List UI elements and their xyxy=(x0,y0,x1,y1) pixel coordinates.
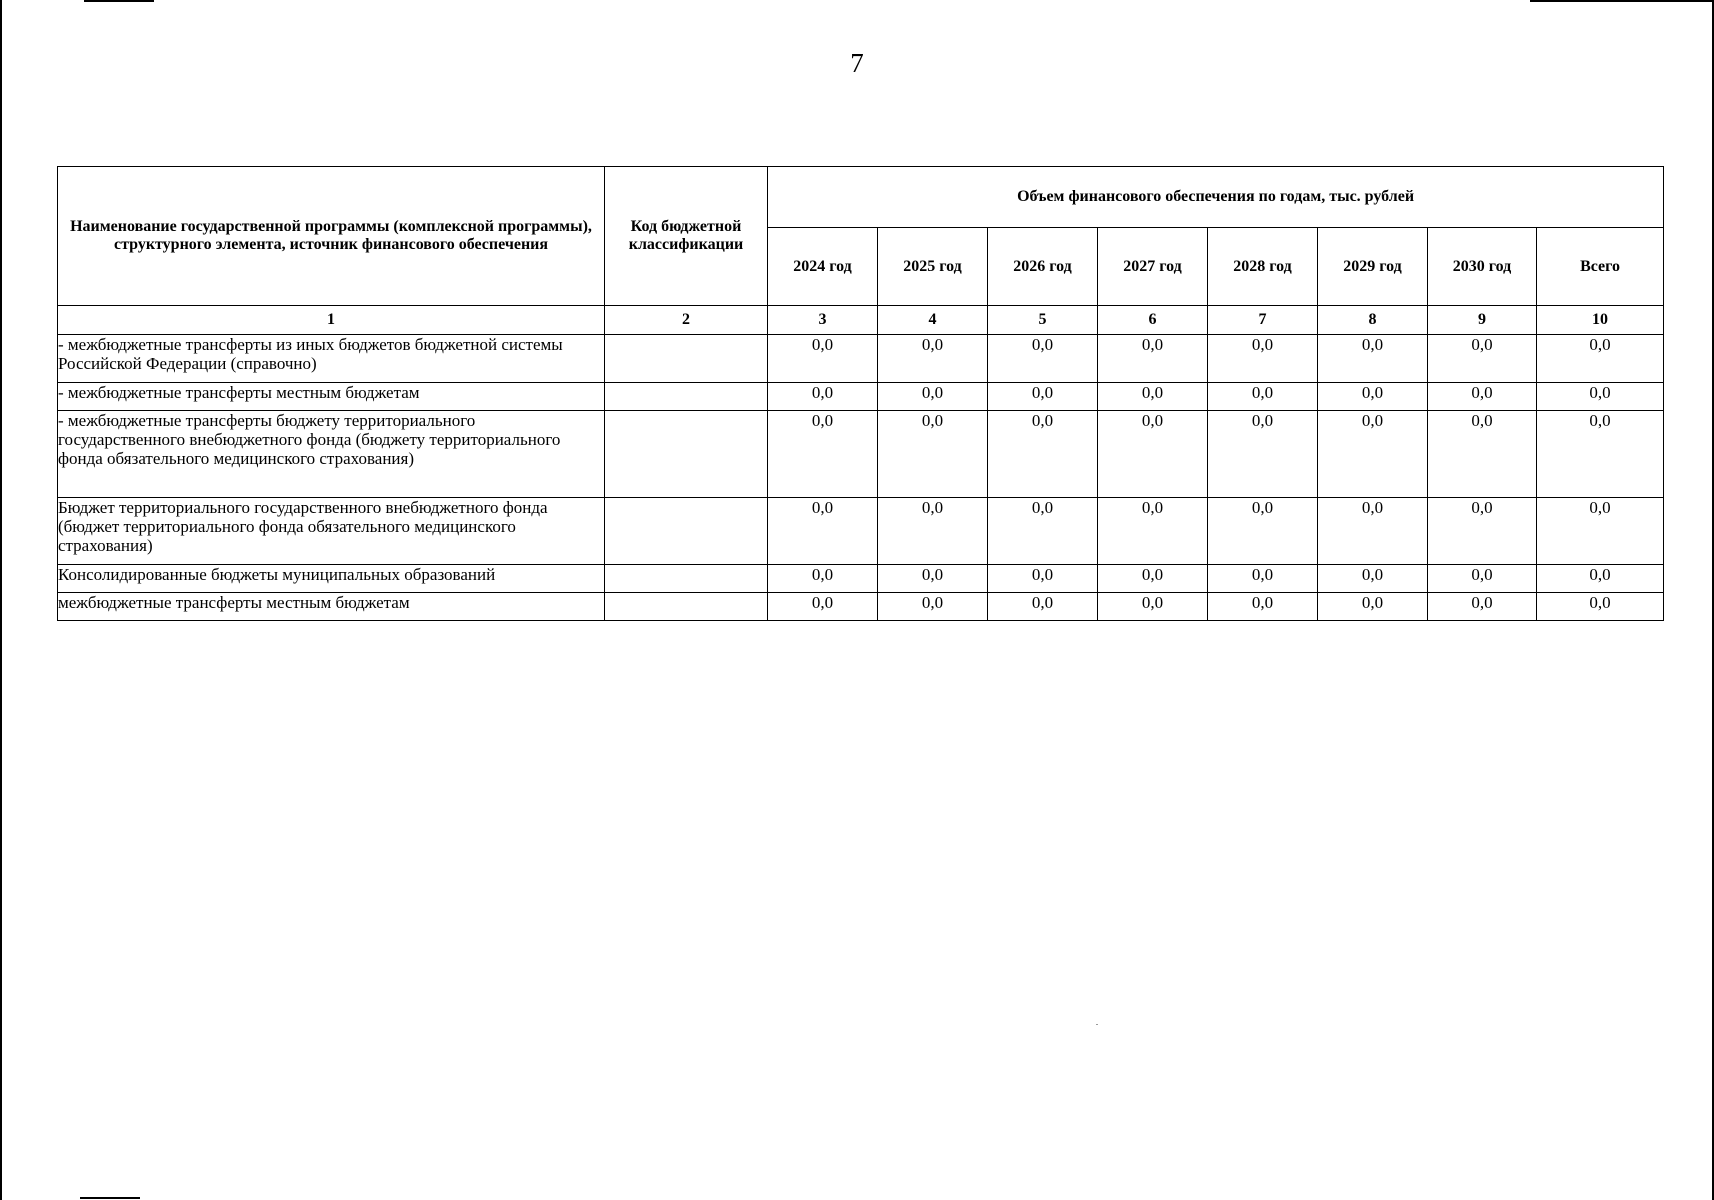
table-row xyxy=(58,498,1664,565)
scan-edge-bottom xyxy=(80,1197,140,1199)
value-cell: 0,0 xyxy=(768,498,878,565)
row-name: - межбюджетные трансферты местным бюджетам xyxy=(58,383,605,411)
value-cell: 0,0 xyxy=(878,383,988,411)
scan-edge-left xyxy=(0,0,2,1200)
header-year-2030: 2030 год xyxy=(1428,228,1537,306)
value-cell: 0,0 xyxy=(878,593,988,621)
scan-edge-top-left xyxy=(84,0,154,2)
value-cell: 0,0 xyxy=(1318,335,1428,383)
column-number: 7 xyxy=(1208,306,1318,335)
value-cell: 0,0 xyxy=(1428,498,1537,565)
row-code xyxy=(605,565,768,593)
value-cell: 0,0 xyxy=(1098,335,1208,383)
value-cell: 0,0 xyxy=(1208,411,1318,498)
value-cell: 0,0 xyxy=(768,565,878,593)
column-number: 6 xyxy=(1098,306,1208,335)
header-year-2026: 2026 год xyxy=(988,228,1098,306)
value-cell: 0,0 xyxy=(1318,411,1428,498)
value-cell: 0,0 xyxy=(1208,383,1318,411)
value-cell: 0,0 xyxy=(1537,565,1664,593)
table-row xyxy=(58,565,1664,593)
value-cell: 0,0 xyxy=(1428,593,1537,621)
row-name: - межбюджетные трансферты из иных бюджетов бюджетной системы Российской Федерации (справочно) xyxy=(58,335,605,383)
column-number: 2 xyxy=(605,306,768,335)
value-cell: 0,0 xyxy=(1208,498,1318,565)
value-cell: 0,0 xyxy=(1098,565,1208,593)
value-cell: 0,0 xyxy=(1318,565,1428,593)
header-year-2027: 2027 год xyxy=(1098,228,1208,306)
table-row xyxy=(58,593,1664,621)
value-cell: 0,0 xyxy=(988,335,1098,383)
scan-speck xyxy=(1096,1024,1098,1025)
financing-table xyxy=(57,166,1664,621)
value-cell: 0,0 xyxy=(768,411,878,498)
header-year-2028: 2028 год xyxy=(1208,228,1318,306)
table-row xyxy=(58,335,1664,383)
scan-edge-top-right xyxy=(1530,0,1714,2)
value-cell: 0,0 xyxy=(1208,593,1318,621)
value-cell: 0,0 xyxy=(1208,335,1318,383)
value-cell: 0,0 xyxy=(1098,383,1208,411)
header-code-column: Код бюджетной классификации xyxy=(605,167,768,306)
column-number: 3 xyxy=(768,306,878,335)
value-cell: 0,0 xyxy=(1537,498,1664,565)
value-cell: 0,0 xyxy=(1098,593,1208,621)
value-cell: 0,0 xyxy=(1428,565,1537,593)
row-code xyxy=(605,411,768,498)
column-number: 10 xyxy=(1537,306,1664,335)
value-cell: 0,0 xyxy=(1098,411,1208,498)
value-cell: 0,0 xyxy=(1318,498,1428,565)
row-name: межбюджетные трансферты местным бюджетам xyxy=(58,593,605,621)
value-cell: 0,0 xyxy=(768,383,878,411)
header-total: Всего xyxy=(1537,228,1664,306)
value-cell: 0,0 xyxy=(1537,335,1664,383)
column-number: 4 xyxy=(878,306,988,335)
row-name: Консолидированные бюджеты муниципальных образований xyxy=(58,565,605,593)
header-name-column: Наименование государственной программы (комплексной программы), структурного элемента, источник финансового обеспечения xyxy=(58,167,605,306)
value-cell: 0,0 xyxy=(878,498,988,565)
page-number: 7 xyxy=(850,48,864,78)
header-volume-group: Объем финансового обеспечения по годам, тыс. рублей xyxy=(768,167,1664,228)
value-cell: 0,0 xyxy=(878,335,988,383)
row-name: - межбюджетные трансферты бюджету территориального государственного внебюджетного фонда (бюджету территориального фонда обязательного медицинского страхования) xyxy=(58,411,605,498)
value-cell: 0,0 xyxy=(1208,565,1318,593)
value-cell: 0,0 xyxy=(988,383,1098,411)
row-code xyxy=(605,593,768,621)
column-number: 5 xyxy=(988,306,1098,335)
value-cell: 0,0 xyxy=(768,335,878,383)
value-cell: 0,0 xyxy=(1098,498,1208,565)
value-cell: 0,0 xyxy=(1537,411,1664,498)
column-number: 8 xyxy=(1318,306,1428,335)
value-cell: 0,0 xyxy=(1318,593,1428,621)
value-cell: 0,0 xyxy=(988,411,1098,498)
value-cell: 0,0 xyxy=(1318,383,1428,411)
column-number: 1 xyxy=(58,306,605,335)
row-code xyxy=(605,383,768,411)
value-cell: 0,0 xyxy=(1537,593,1664,621)
row-code xyxy=(605,498,768,565)
value-cell: 0,0 xyxy=(1428,411,1537,498)
value-cell: 0,0 xyxy=(988,593,1098,621)
header-year-2025: 2025 год xyxy=(878,228,988,306)
value-cell: 0,0 xyxy=(878,565,988,593)
value-cell: 0,0 xyxy=(878,411,988,498)
header-year-2024: 2024 год xyxy=(768,228,878,306)
value-cell: 0,0 xyxy=(768,593,878,621)
value-cell: 0,0 xyxy=(1537,383,1664,411)
table-row xyxy=(58,383,1664,411)
table-row xyxy=(58,411,1664,498)
value-cell: 0,0 xyxy=(1428,383,1537,411)
value-cell: 0,0 xyxy=(988,498,1098,565)
row-name: Бюджет территориального государственного внебюджетного фонда (бюджет территориального фонда обязательного медицинского страхования) xyxy=(58,498,605,565)
value-cell: 0,0 xyxy=(988,565,1098,593)
value-cell: 0,0 xyxy=(1428,335,1537,383)
row-code xyxy=(605,335,768,383)
column-number: 9 xyxy=(1428,306,1537,335)
header-year-2029: 2029 год xyxy=(1318,228,1428,306)
